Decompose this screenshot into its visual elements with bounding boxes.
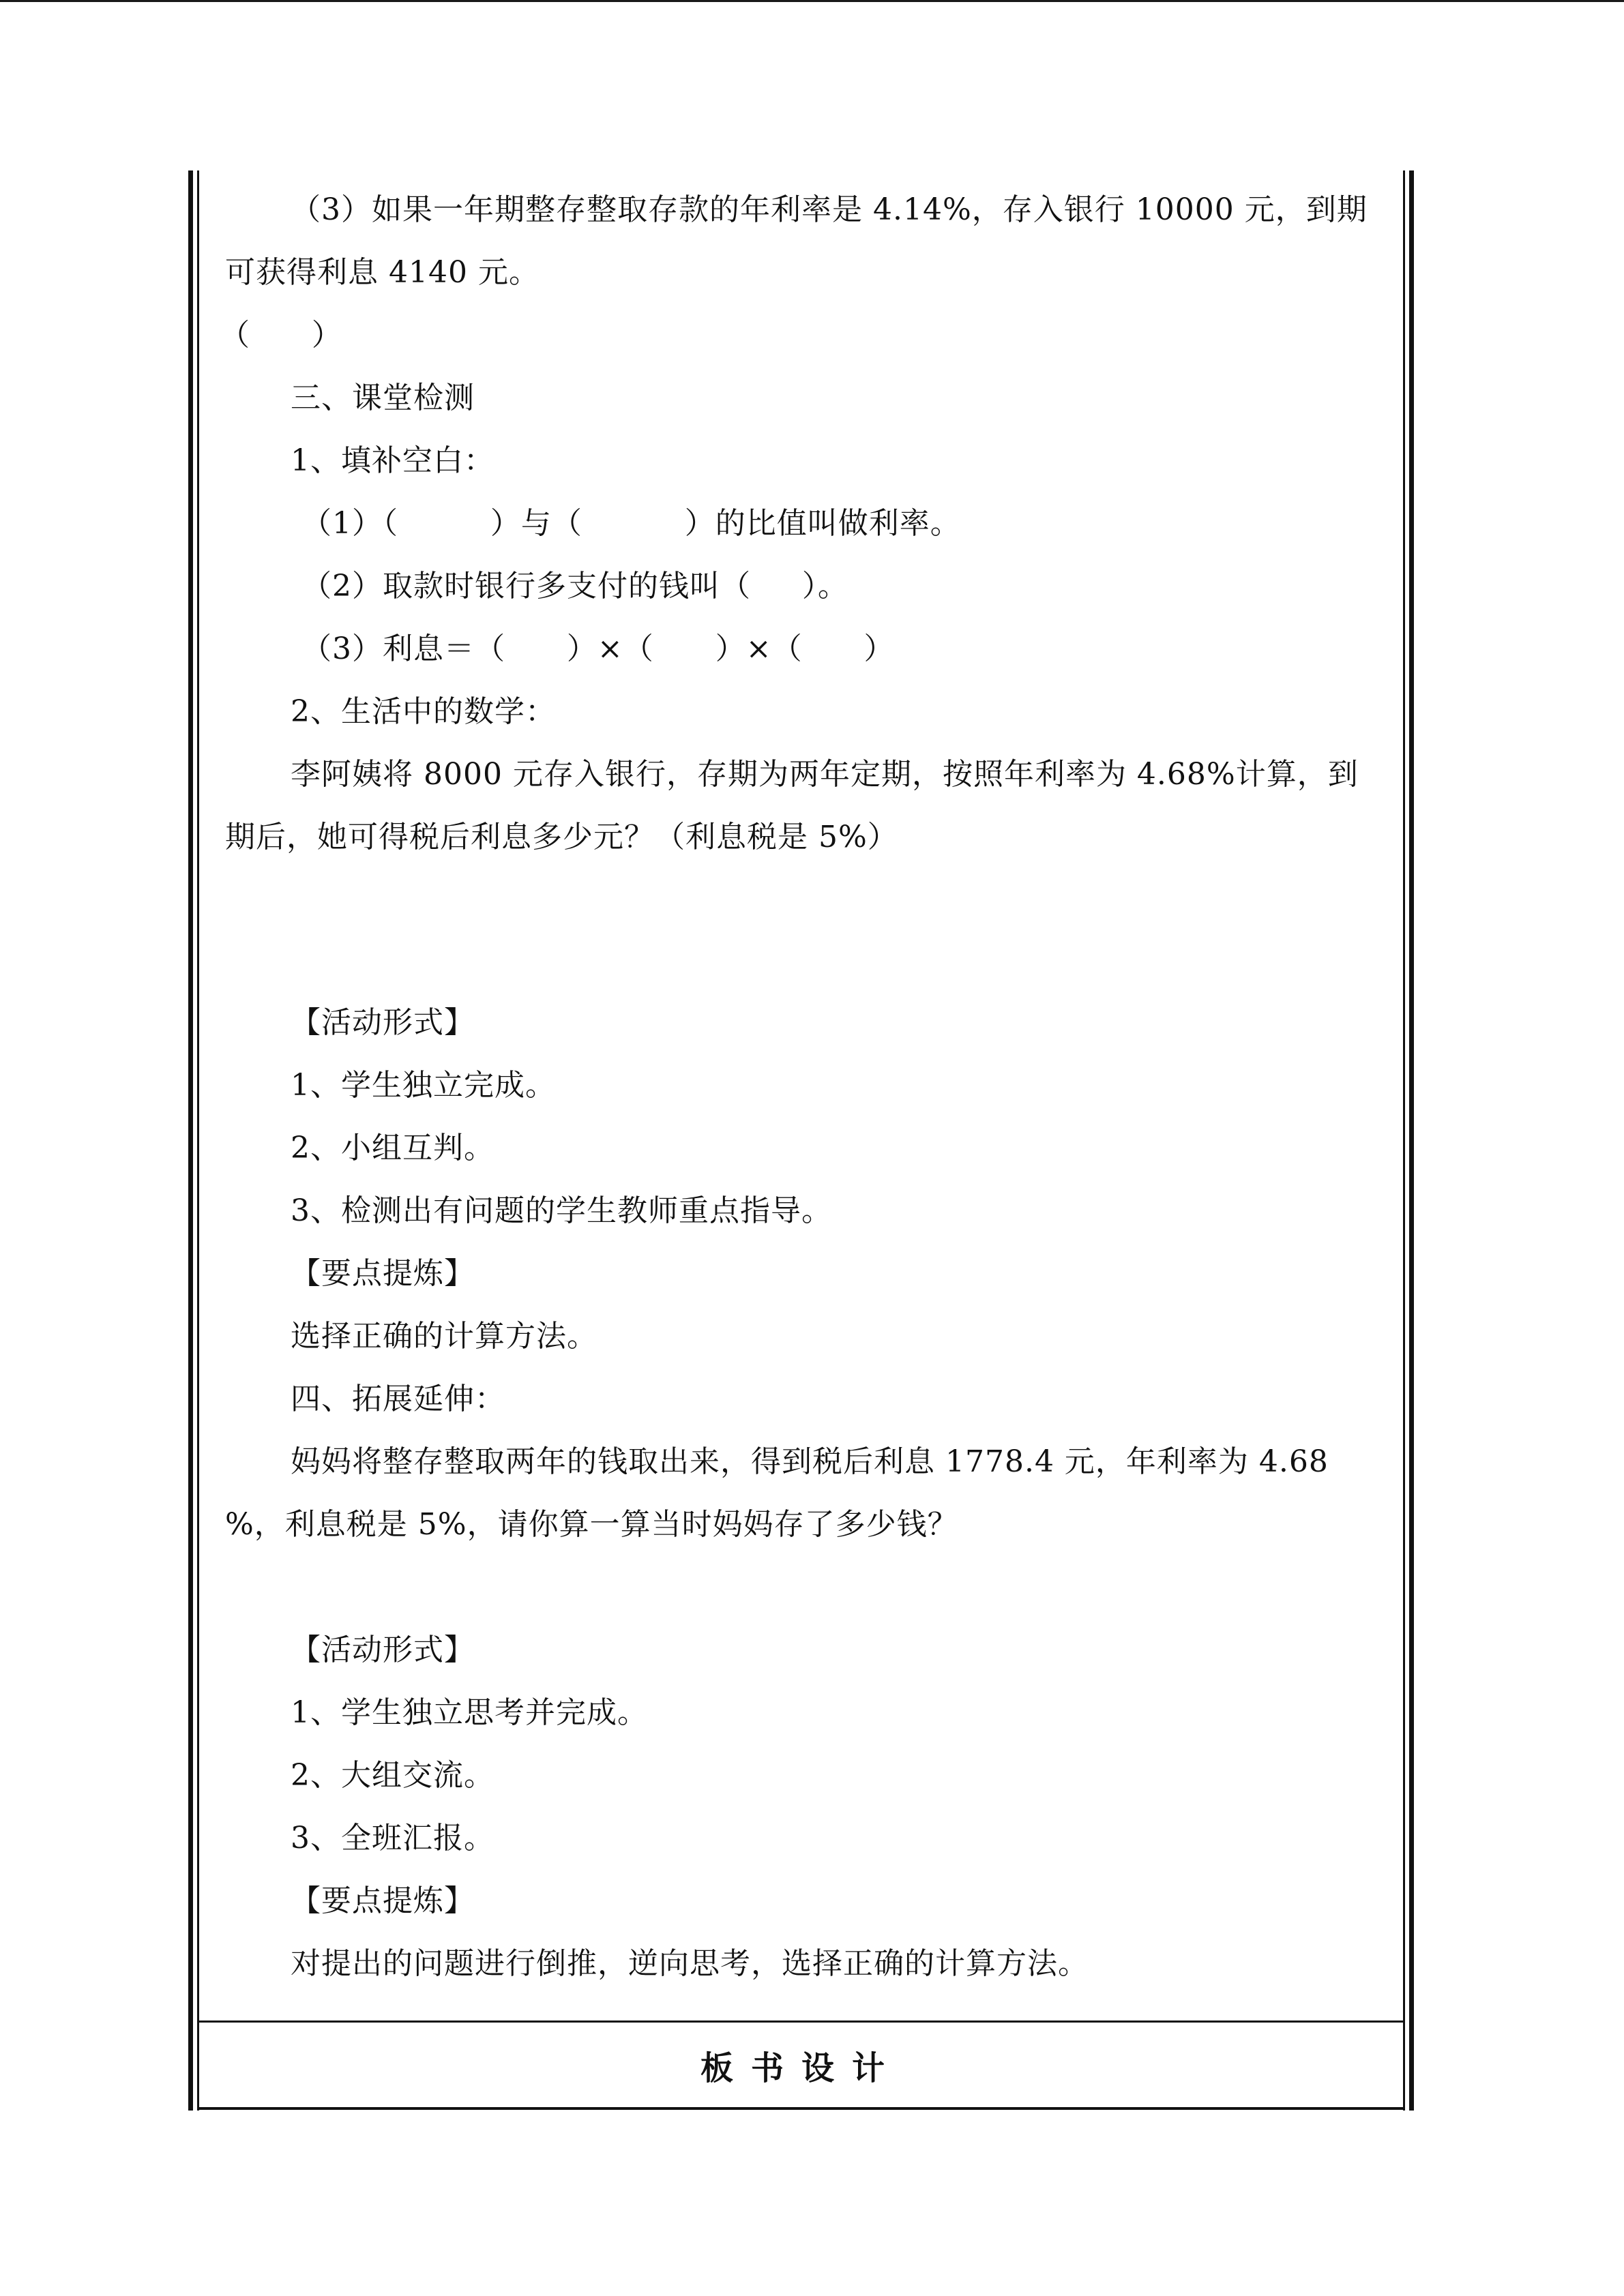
- spacer: [225, 869, 1398, 992]
- activity-2-title: 【活动形式】: [291, 1632, 475, 1667]
- life-math-line-1: 李阿姨将 8000 元存入银行，存期为两年定期，按照年利率为 4.68%计算，到: [291, 757, 1359, 792]
- extension-line-2: %，利息税是 5%，请你算一算当时妈妈存了多少钱？: [225, 1507, 958, 1542]
- activity-2-item-3: 3、全班汇报。: [291, 1821, 494, 1855]
- question-3-answer-blank: （ ）: [220, 318, 342, 353]
- question-3-line-2: 可获得利息 4140 元。: [225, 255, 540, 290]
- key-points-1-title: 【要点提炼】: [291, 1256, 475, 1291]
- activity-2-item-2: 2、大组交流。: [291, 1758, 494, 1793]
- table-border-bottom: [198, 2107, 1405, 2110]
- table-border-left-inner: [197, 170, 199, 2111]
- section-4-title: 四、拓展延伸：: [291, 1382, 505, 1416]
- lesson-content: [220, 179, 1398, 1995]
- table-border-right-outer: [1409, 170, 1414, 2111]
- activity-1-item-3: 3、检测出有问题的学生教师重点指导。: [291, 1193, 832, 1228]
- fill-blank-title: 1、填补空白：: [291, 443, 494, 478]
- fill-blank-3: （3）利息＝（ ）×（ ）×（ ）: [301, 631, 895, 666]
- activity-2-item-1: 1、学生独立思考并完成。: [291, 1695, 648, 1730]
- page-top-rule: [0, 0, 1624, 2]
- fill-blank-2: （2）取款时银行多支付的钱叫（ ）。: [301, 569, 848, 603]
- spacer: [225, 1556, 1398, 1619]
- key-points-2-text: 对提出的问题进行倒推，逆向思考，选择正确的计算方法。: [291, 1946, 1089, 1981]
- question-3-line-1: （3）如果一年期整存整取存款的年利率是 4.14%，存入银行 10000 元，到期: [291, 192, 1368, 227]
- key-points-2-title: 【要点提炼】: [291, 1883, 475, 1918]
- board-design-heading: 板书设计: [700, 2048, 902, 2087]
- fill-blank-1: （1）（ ）与（ ）的比值叫做利率。: [301, 506, 961, 541]
- activity-1-item-1: 1、学生独立完成。: [291, 1068, 556, 1103]
- table-border-right-inner: [1403, 170, 1405, 2111]
- life-math-title: 2、生活中的数学：: [291, 694, 556, 729]
- section-3-title: 三、课堂检测: [291, 381, 475, 415]
- activity-1-item-2: 2、小组互判。: [291, 1131, 494, 1165]
- extension-line-1: 妈妈将整存整取两年的钱取出来，得到税后利息 1778.4 元，年利率为 4.68: [291, 1444, 1329, 1479]
- table-border-left-outer: [188, 170, 193, 2111]
- life-math-line-2: 期后，她可得税后利息多少元？（利息税是 5%）: [225, 820, 898, 854]
- key-points-1-text: 选择正确的计算方法。: [291, 1319, 597, 1354]
- activity-1-title: 【活动形式】: [291, 1005, 475, 1040]
